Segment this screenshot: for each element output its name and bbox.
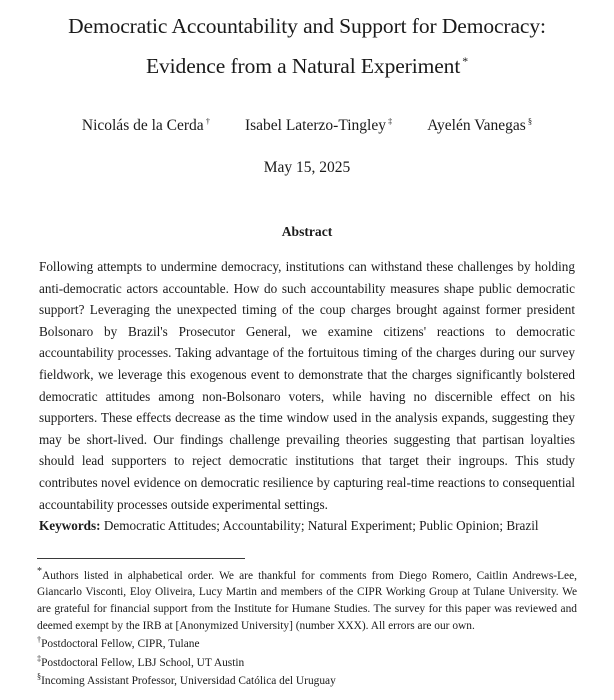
footnote-affiliation-3 xyxy=(37,673,577,691)
author-3-marker: § xyxy=(527,115,533,126)
footnote-affiliation-1 xyxy=(37,636,577,654)
footnote-marker-dagger: † xyxy=(37,635,42,645)
page-title-line-2-text: Evidence from a Natural Experiment xyxy=(146,54,461,78)
footnote-acknowledgments xyxy=(37,568,577,634)
footnote-acknowledgments-text: Authors listed in alphabetical order. We are thankful for comments from Diego Romero, Caitlin Andrews-Lee, Giancarlo Visconti, Eloy Oliveira, Lucy Martin and members of the CIPR Working Group at Tulane University. We are grateful for financial support from the Institute for Humane Studies. The survey for this paper was reviewed and deemed exempt by the IRB at [Anonymized University] (number XXX). All errors are our own. xyxy=(37,569,577,632)
keywords-label: Keywords: xyxy=(39,518,101,534)
author-3-name: Ayelén Vanegas xyxy=(427,117,526,134)
author-2 xyxy=(245,115,392,137)
publication-date: May 15, 2025 xyxy=(263,159,351,176)
footnote-affiliation-3-text: Incoming Assistant Professor, Universidad Católica del Uruguay xyxy=(41,675,336,688)
author-1-marker: † xyxy=(205,115,210,126)
footnote-affiliation-1-text: Postdoctoral Fellow, CIPR, Tulane xyxy=(41,638,200,651)
title-block xyxy=(37,0,577,86)
author-2-marker: ‡ xyxy=(388,115,393,126)
footnote-marker-section: § xyxy=(37,672,42,682)
footnote-marker-double-dagger: ‡ xyxy=(37,654,42,664)
author-3 xyxy=(427,115,532,137)
title-footnote-marker: * xyxy=(462,53,468,68)
keywords-line xyxy=(38,515,576,537)
footnote-area xyxy=(37,558,577,692)
footnote-marker-star: * xyxy=(37,566,43,578)
page-title-line-2 xyxy=(37,46,577,86)
author-1-name: Nicolás de la Cerda xyxy=(81,117,204,134)
footnote-affiliation-2-text: Postdoctoral Fellow, LBJ School, UT Austin xyxy=(41,656,245,669)
keywords-value: Democratic Attitudes; Accountability; Natural Experiment; Public Opinion; Brazil xyxy=(103,518,539,534)
author-2-name: Isabel Laterzo-Tingley xyxy=(244,117,386,134)
author-1 xyxy=(82,115,210,137)
footnote-affiliation-2 xyxy=(37,655,577,673)
author-list xyxy=(37,115,577,137)
abstract-body: Following attempts to undermine democracy, institutions can withstand these challenges by holding anti-democratic actors accountable. How do such accountability measures shape public democratic support? Leveraging the unexpected timing of the coup charges brought against former president Bolsonaro by Brazil's Prosecutor General, we examine citizens' reactions to democratic accountability processes. Taking advantage of the fortuitous timing of the charges during our survey fieldwork, we leverage this exogenous event to demonstrate that the charges significantly bolstered democratic attitudes among non-Bolsonaro voters, while having no discernible effect on his supporters. These effects decrease as the time window used in the analysis expands, suggesting they may be short-lived. Our findings challenge prevailing theories suggesting that partisan loyalties should lead supporters to reject democratic institutions that target their ingroups. This study contributes novel evidence on democratic resilience by capturing real-time reactions to consequential accountability processes outside experimental settings. xyxy=(39,259,575,512)
footnote-divider xyxy=(37,558,245,559)
abstract-heading: Abstract xyxy=(281,224,333,239)
page-title-line-1: Democratic Accountability and Support for Democracy: xyxy=(68,14,546,38)
abstract-section xyxy=(37,223,577,537)
